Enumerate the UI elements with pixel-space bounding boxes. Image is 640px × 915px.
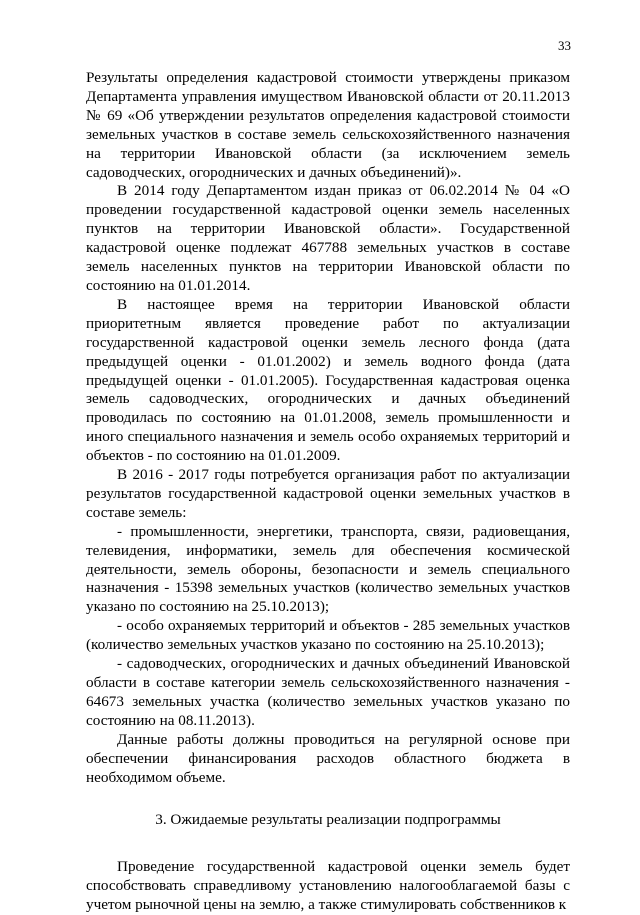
section-heading: 3. Ожидаемые результаты реализации подпрограммы (155, 811, 501, 829)
page-number: 33 (558, 38, 571, 53)
page-content (86, 69, 570, 915)
paragraph-2014-order: В 2014 году Департаментом издан приказ от 06.02.2014 № 04 «О проведении государственной кадастровой оценки земель населенных пунктов на территории Ивановской области». Государственной кадастровой оценке подлежат 467788 земельных участков в составе земель населенных пунктов на территории Ивановской области по состоянию на 01.01.2014. (86, 182, 570, 294)
paragraph-regular-basis: Данные работы должны проводиться на регулярной основе при обеспечении финансирования расходов областного бюджета в необходимом объеме. (86, 730, 570, 786)
paragraph-2016-2017-works: В 2016 - 2017 годы потребуется организация работ по актуализации результатов государственной кадастровой оценки земельных участков в составе земель: (86, 466, 570, 521)
paragraph-cadastral-results-approval: Результаты определения кадастровой стоимости утверждены приказом Департамента управления имуществом Ивановской области от 20.11.2013 № 69 «Об утверждении результатов определения кадастровой стоимости земельных участков в составе земель сельскохозяйственного назначения на территории Ивановской области (за исключением земель садоводческих, огороднических и дачных объединений)». (86, 69, 570, 181)
list-item-garden-associations: - садоводческих, огороднических и дачных объединений Ивановской области в составе категории земель сельскохозяйственного назначения - 64673 земельных участка (количество земельных участков указано по состоянию на 08.11.2013). (86, 655, 570, 729)
paragraph-expected-results: Проведение государственной кадастровой оценки земель будет способствовать справедливому установлению налогооблагаемой базы с учетом рыночной цены на землю, а также стимулировать собственников к (86, 858, 570, 914)
paragraph-priority-works: В настоящее время на территории Ивановской области приоритетным является проведение работ по актуализации государственной кадастровой оценки земель лесного фонда (дата предыдущей оценки - 01.01.2002) и земель водного фонда (дата предыдущей оценки - 01.01.2005). Государственная кадастровая оценка земель садоводческих, огороднических и дачных объединений проводилась по состоянию на 01.01.2008, земель промышленности и иного специального назначения и земель особо охраняемых территорий и объектов - по состоянию на 01.01.2009. (86, 295, 570, 465)
list-item-industry-lands: - промышленности, энергетики, транспорта, связи, радиовещания, телевидения, информатики, земель для обеспечения космической деятельности, земель обороны, безопасности и земель специального назначения - 15398 земельных участков (количество земельных участков указано по состоянию на 25.10.2013); (86, 522, 570, 616)
list-item-protected-territories: - особо охраняемых территорий и объектов - 285 земельных участков (количество земельных участков указано по состоянию на 25.10.2013); (86, 617, 570, 654)
